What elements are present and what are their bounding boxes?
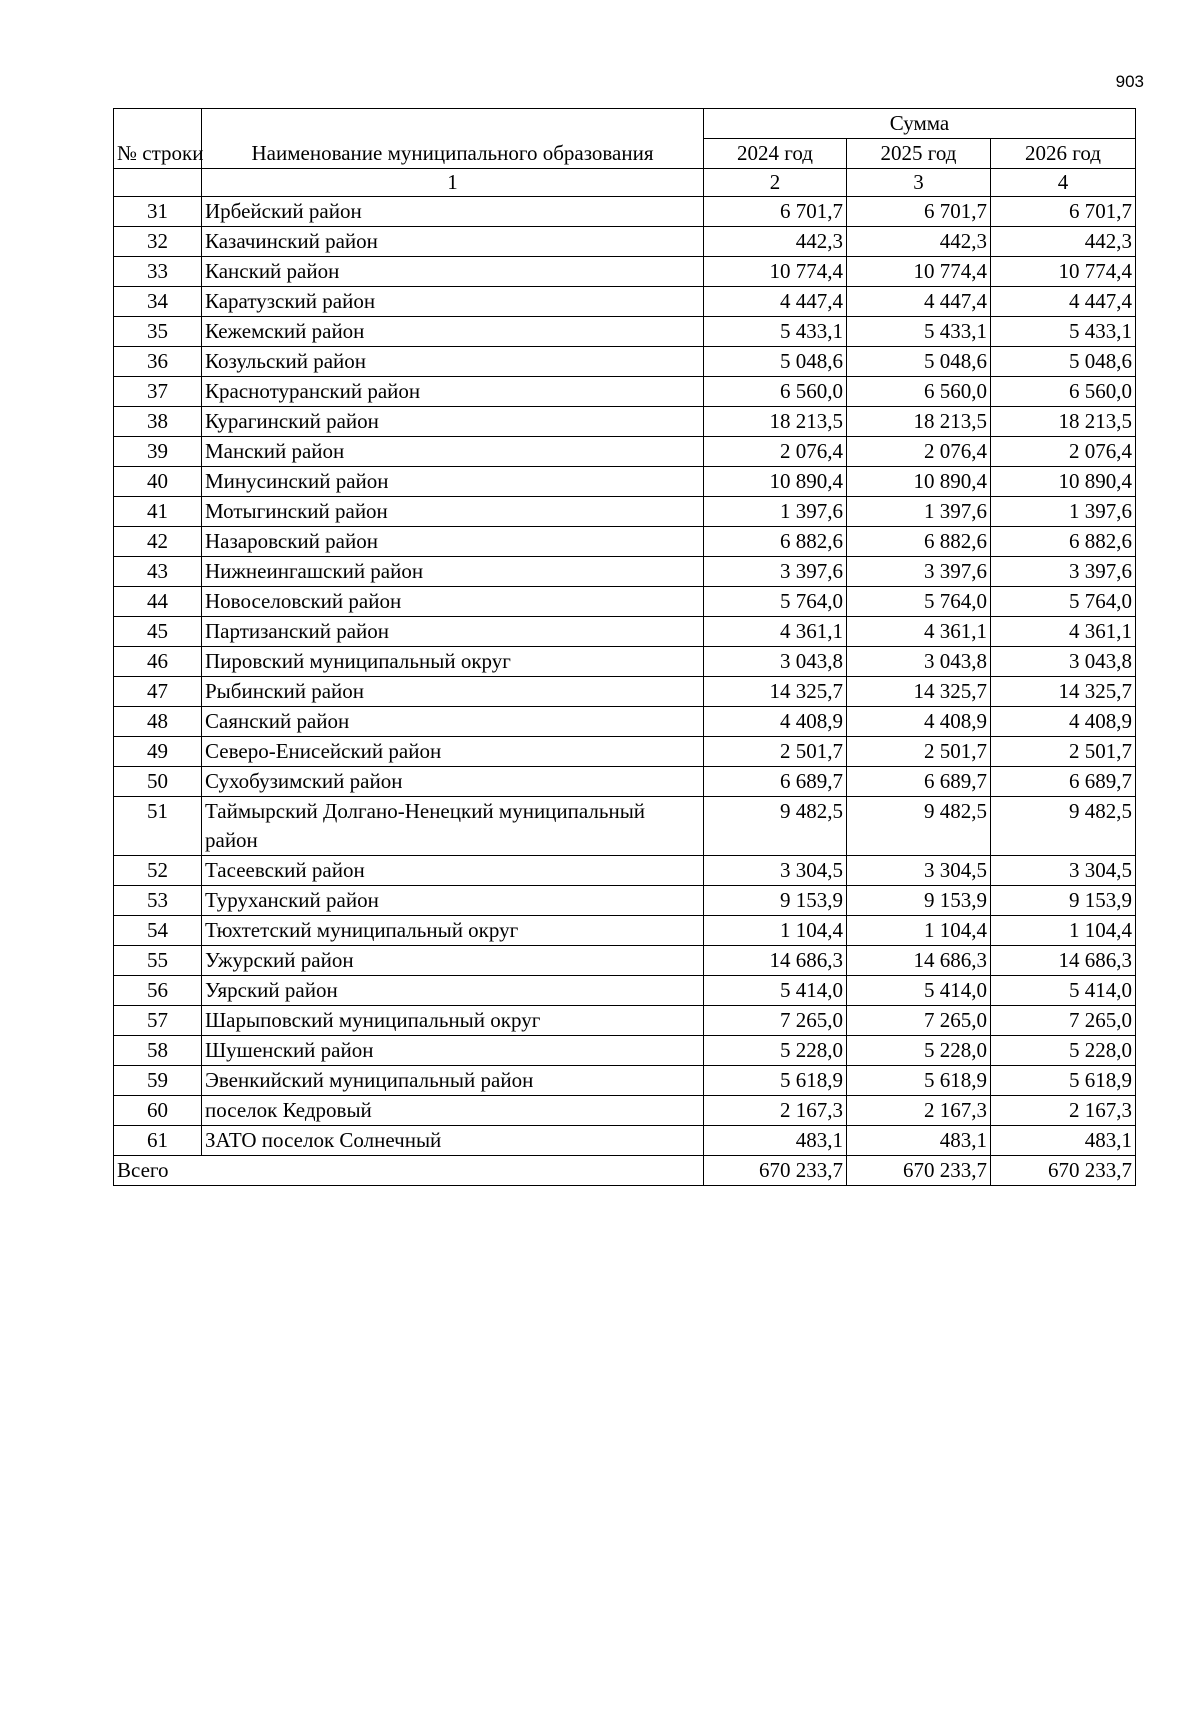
amount-2026: 3 397,6 [991,557,1136,587]
column-index [114,169,202,197]
table-row [114,976,1136,1006]
municipality-name: Сухобузимский район [202,767,704,797]
amount-2026: 4 408,9 [991,707,1136,737]
municipality-name: Манский район [202,437,704,467]
table-row [114,856,1136,886]
row-number: 61 [114,1126,202,1156]
municipality-name: Шарыповский муниципальный округ [202,1006,704,1036]
amount-2025: 4 361,1 [847,617,991,647]
amount-2025: 14 686,3 [847,946,991,976]
amount-2024: 3 043,8 [704,647,847,677]
amount-2025: 442,3 [847,227,991,257]
table-row [114,767,1136,797]
amount-2024: 9 153,9 [704,886,847,916]
amount-2025: 5 414,0 [847,976,991,1006]
amount-2024: 5 433,1 [704,317,847,347]
amount-2025: 6 701,7 [847,197,991,227]
row-number: 45 [114,617,202,647]
municipality-name: Шушенский район [202,1036,704,1066]
row-number: 59 [114,1066,202,1096]
row-number: 33 [114,257,202,287]
table-row [114,886,1136,916]
amount-2026: 2 167,3 [991,1096,1136,1126]
table-row [114,197,1136,227]
amount-2024: 10 890,4 [704,467,847,497]
amount-2024: 5 618,9 [704,1066,847,1096]
table-row [114,317,1136,347]
amount-2026: 7 265,0 [991,1006,1136,1036]
municipality-name: Эвенкийский муниципальный район [202,1066,704,1096]
amount-2024: 5 048,6 [704,347,847,377]
amount-2026: 10 890,4 [991,467,1136,497]
row-number: 56 [114,976,202,1006]
amount-2026: 6 689,7 [991,767,1136,797]
amount-2024: 3 304,5 [704,856,847,886]
table-row [114,437,1136,467]
amount-2025: 7 265,0 [847,1006,991,1036]
row-number: 37 [114,377,202,407]
column-index: 4 [991,169,1136,197]
amount-2026: 3 304,5 [991,856,1136,886]
municipality-name: ЗАТО поселок Солнечный [202,1126,704,1156]
column-index-row [114,169,1136,197]
table-row [114,527,1136,557]
table-row [114,287,1136,317]
table-row [114,227,1136,257]
row-number: 48 [114,707,202,737]
amount-2024: 6 882,6 [704,527,847,557]
amount-2026: 3 043,8 [991,647,1136,677]
amount-2025: 1 397,6 [847,497,991,527]
table-row [114,677,1136,707]
amount-2024: 14 686,3 [704,946,847,976]
amount-2024: 6 689,7 [704,767,847,797]
amount-2025: 18 213,5 [847,407,991,437]
amount-2025: 5 228,0 [847,1036,991,1066]
amount-2026: 2 076,4 [991,437,1136,467]
municipality-name: Назаровский район [202,527,704,557]
table-row [114,347,1136,377]
row-number: 39 [114,437,202,467]
amount-2024: 4 408,9 [704,707,847,737]
amount-2026: 9 153,9 [991,886,1136,916]
table-row [114,946,1136,976]
amount-2026: 5 433,1 [991,317,1136,347]
amount-2026: 6 560,0 [991,377,1136,407]
row-number: 54 [114,916,202,946]
year-header-2025: 2025 год [847,139,991,169]
amount-2026: 6 882,6 [991,527,1136,557]
row-number: 58 [114,1036,202,1066]
amount-2024: 5 414,0 [704,976,847,1006]
row-number: 52 [114,856,202,886]
amount-2025: 5 433,1 [847,317,991,347]
row-number: 31 [114,197,202,227]
row-number: 60 [114,1096,202,1126]
amount-2025: 6 689,7 [847,767,991,797]
row-number: 42 [114,527,202,557]
row-number: 43 [114,557,202,587]
table-row [114,407,1136,437]
amount-2025: 10 774,4 [847,257,991,287]
municipality-name: Ужурский район [202,946,704,976]
table-row [114,257,1136,287]
total-label: Всего [114,1156,704,1186]
municipality-name: Краснотуранский район [202,377,704,407]
municipality-name: Казачинский район [202,227,704,257]
amount-2026: 14 686,3 [991,946,1136,976]
municipality-name: Северо-Енисейский район [202,737,704,767]
amount-2026: 9 482,5 [991,797,1136,856]
table-row [114,647,1136,677]
amount-2025: 6 882,6 [847,527,991,557]
table-row [114,1126,1136,1156]
amount-2024: 5 228,0 [704,1036,847,1066]
row-number: 57 [114,1006,202,1036]
amount-2024: 1 104,4 [704,916,847,946]
amount-2026: 5 764,0 [991,587,1136,617]
amount-2024: 6 560,0 [704,377,847,407]
amount-2024: 2 167,3 [704,1096,847,1126]
amount-2026: 4 361,1 [991,617,1136,647]
amount-2024: 4 361,1 [704,617,847,647]
row-number: 40 [114,467,202,497]
amount-2026: 14 325,7 [991,677,1136,707]
row-number: 55 [114,946,202,976]
amount-2026: 5 414,0 [991,976,1136,1006]
amount-2025: 5 764,0 [847,587,991,617]
table-body [114,197,1136,1156]
municipality-name: Тюхтетский муниципальный округ [202,916,704,946]
amount-2025: 1 104,4 [847,916,991,946]
amount-2024: 4 447,4 [704,287,847,317]
municipality-name: Новоселовский район [202,587,704,617]
amount-2024: 2 501,7 [704,737,847,767]
amount-2025: 4 447,4 [847,287,991,317]
amount-2025: 14 325,7 [847,677,991,707]
amount-2025: 5 048,6 [847,347,991,377]
amount-2025: 3 397,6 [847,557,991,587]
table-row [114,1036,1136,1066]
municipality-name: Уярский район [202,976,704,1006]
column-index: 1 [202,169,704,197]
amount-2024: 2 076,4 [704,437,847,467]
amount-2026: 1 104,4 [991,916,1136,946]
municipality-name: Каратузский район [202,287,704,317]
row-number-header: № строки [114,109,202,169]
municipality-name: Рыбинский район [202,677,704,707]
municipality-name: Саянский район [202,707,704,737]
row-number: 44 [114,587,202,617]
amount-2026: 10 774,4 [991,257,1136,287]
page-number: 903 [1115,72,1144,91]
header-row [114,109,1136,139]
table-row [114,1096,1136,1126]
amount-2024: 6 701,7 [704,197,847,227]
municipality-name: Туруханский район [202,886,704,916]
amount-2026: 18 213,5 [991,407,1136,437]
row-number: 47 [114,677,202,707]
sum-header: Сумма [704,109,1136,139]
row-number: 53 [114,886,202,916]
table-row [114,1066,1136,1096]
table-row [114,467,1136,497]
municipality-name: Ирбейский район [202,197,704,227]
row-number: 36 [114,347,202,377]
amount-2026: 483,1 [991,1126,1136,1156]
table-row [114,1006,1136,1036]
municipality-name: Мотыгинский район [202,497,704,527]
year-header-2024: 2024 год [704,139,847,169]
municipality-name: Курагинский район [202,407,704,437]
amount-2024: 18 213,5 [704,407,847,437]
budget-table [113,108,1136,1186]
row-number: 35 [114,317,202,347]
total-2025: 670 233,7 [847,1156,991,1186]
municipality-name: Минусинский район [202,467,704,497]
table-row [114,797,1136,856]
total-2024: 670 233,7 [704,1156,847,1186]
municipality-name: Пировский муниципальный округ [202,647,704,677]
municipality-name: поселок Кедровый [202,1096,704,1126]
amount-2026: 5 618,9 [991,1066,1136,1096]
amount-2025: 2 501,7 [847,737,991,767]
amount-2024: 483,1 [704,1126,847,1156]
amount-2025: 2 167,3 [847,1096,991,1126]
name-header: Наименование муниципального образования [202,109,704,169]
amount-2025: 2 076,4 [847,437,991,467]
row-number: 38 [114,407,202,437]
row-number: 49 [114,737,202,767]
amount-2026: 6 701,7 [991,197,1136,227]
table-row [114,617,1136,647]
table-row [114,916,1136,946]
municipality-name: Нижнеингашский район [202,557,704,587]
table-row [114,587,1136,617]
amount-2026: 442,3 [991,227,1136,257]
amount-2026: 4 447,4 [991,287,1136,317]
municipality-name: Партизанский район [202,617,704,647]
amount-2024: 442,3 [704,227,847,257]
municipality-name: Канский район [202,257,704,287]
amount-2024: 5 764,0 [704,587,847,617]
column-index: 3 [847,169,991,197]
amount-2026: 5 048,6 [991,347,1136,377]
amount-2026: 5 228,0 [991,1036,1136,1066]
amount-2024: 1 397,6 [704,497,847,527]
total-row [114,1156,1136,1186]
amount-2025: 4 408,9 [847,707,991,737]
table-row [114,377,1136,407]
amount-2024: 9 482,5 [704,797,847,856]
municipality-name: Козульский район [202,347,704,377]
table-row [114,497,1136,527]
municipality-name: Тасеевский район [202,856,704,886]
row-number: 41 [114,497,202,527]
amount-2025: 3 304,5 [847,856,991,886]
table-row [114,707,1136,737]
amount-2025: 483,1 [847,1126,991,1156]
amount-2025: 9 153,9 [847,886,991,916]
amount-2026: 2 501,7 [991,737,1136,767]
municipality-name: Кежемский район [202,317,704,347]
amount-2024: 14 325,7 [704,677,847,707]
amount-2025: 9 482,5 [847,797,991,856]
municipality-name: Таймырский Долгано-Ненецкий муниципальный район [202,797,704,856]
amount-2025: 3 043,8 [847,647,991,677]
amount-2024: 3 397,6 [704,557,847,587]
row-number: 50 [114,767,202,797]
row-number: 32 [114,227,202,257]
amount-2024: 7 265,0 [704,1006,847,1036]
year-header-2026: 2026 год [991,139,1136,169]
row-number: 34 [114,287,202,317]
amount-2025: 5 618,9 [847,1066,991,1096]
amount-2026: 1 397,6 [991,497,1136,527]
table-row [114,737,1136,767]
table-row [114,557,1136,587]
row-number: 51 [114,797,202,856]
amount-2024: 10 774,4 [704,257,847,287]
row-number: 46 [114,647,202,677]
column-index: 2 [704,169,847,197]
total-2026: 670 233,7 [991,1156,1136,1186]
amount-2025: 6 560,0 [847,377,991,407]
amount-2025: 10 890,4 [847,467,991,497]
